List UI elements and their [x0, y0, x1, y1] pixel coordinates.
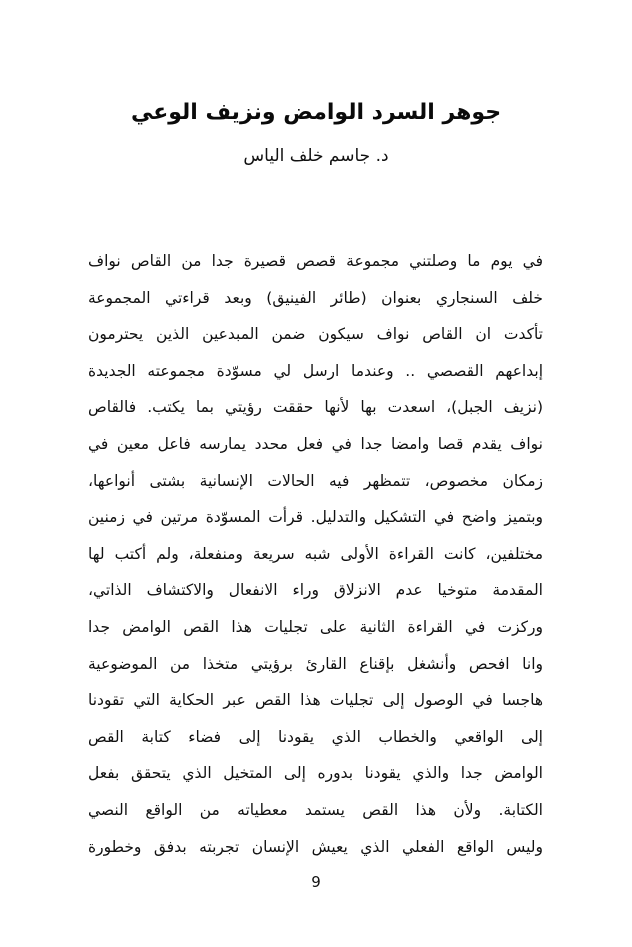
text-line: وليس الواقع الفعلي الذي يعيش الإنسان تجربته بدفق وخطورة [88, 837, 543, 856]
text-line: إبداعهم القصصي .. وعندما ارسل لي مسوّدة مجموعته الجديدة [88, 361, 543, 380]
text-line: الوامض جدا والذي يقودنا بدوره إلى المتخيل الذي يتحقق بفعل [88, 764, 543, 783]
body-paragraph [88, 243, 543, 865]
text-line: وبتميز واضح في التشكيل والتدليل. قرأت المسوّدة مرتين في زمنين [88, 508, 543, 527]
page-number: 9 [311, 873, 321, 891]
text-line: في يوم ما وصلتني مجموعة قصص قصيرة جدا من القاص نواف [88, 252, 543, 270]
chapter-title: جوهر السرد الوامض ونزيف الوعي [130, 100, 502, 125]
text-line: (نزيف الجبل)، اسعدت بها لأنها حققت رؤيتي بما يكتب. فالقاص [88, 398, 543, 417]
text-line: وانا افحص وأنشغل بإقناع القارئ برؤيتي متخذا من الموضوعية [88, 654, 543, 673]
text-line: المقدمة متوخيا عدم الانزلاق وراء الانفعال والاكتشاف الذاتي، [88, 581, 543, 600]
text-line: إلى الواقعي والخطاب الذي يقودنا إلى فضاء كتابة القص [88, 727, 543, 746]
text-line: تأكدت ان القاص نواف سيكون ضمن المبدعين الذين يحترمون [88, 325, 543, 344]
text-line: نواف يقدم قصا وامضا جدا في فعل محدد يمارسه فاعل معين في [88, 434, 543, 453]
author-name: د. جاسم خلف الياس [243, 146, 389, 166]
text-line: زمكان مخصوص، تتمظهر فيه الحالات الإنسانية بشتى أنواعها، [88, 471, 543, 490]
text-line: الكتابة. ولأن هذا القص يستمد معطياته من الواقع النصي [88, 800, 543, 819]
text-line: مختلفين، كانت القراءة الأولى شبه سريعة ومنفعلة، ولم أكتب لها [88, 544, 543, 563]
text-line: هاجسا في الوصول إلى تجليات هذا القص عبر الحكاية التي تقودنا [88, 691, 543, 710]
text-line: وركزت في القراءة الثانية على تجليات هذا القص الوامض جدا [88, 617, 543, 636]
text-line: خلف السنجاري بعنوان (طائر الفينيق) وبعد قراءتي المجموعة [88, 288, 543, 307]
